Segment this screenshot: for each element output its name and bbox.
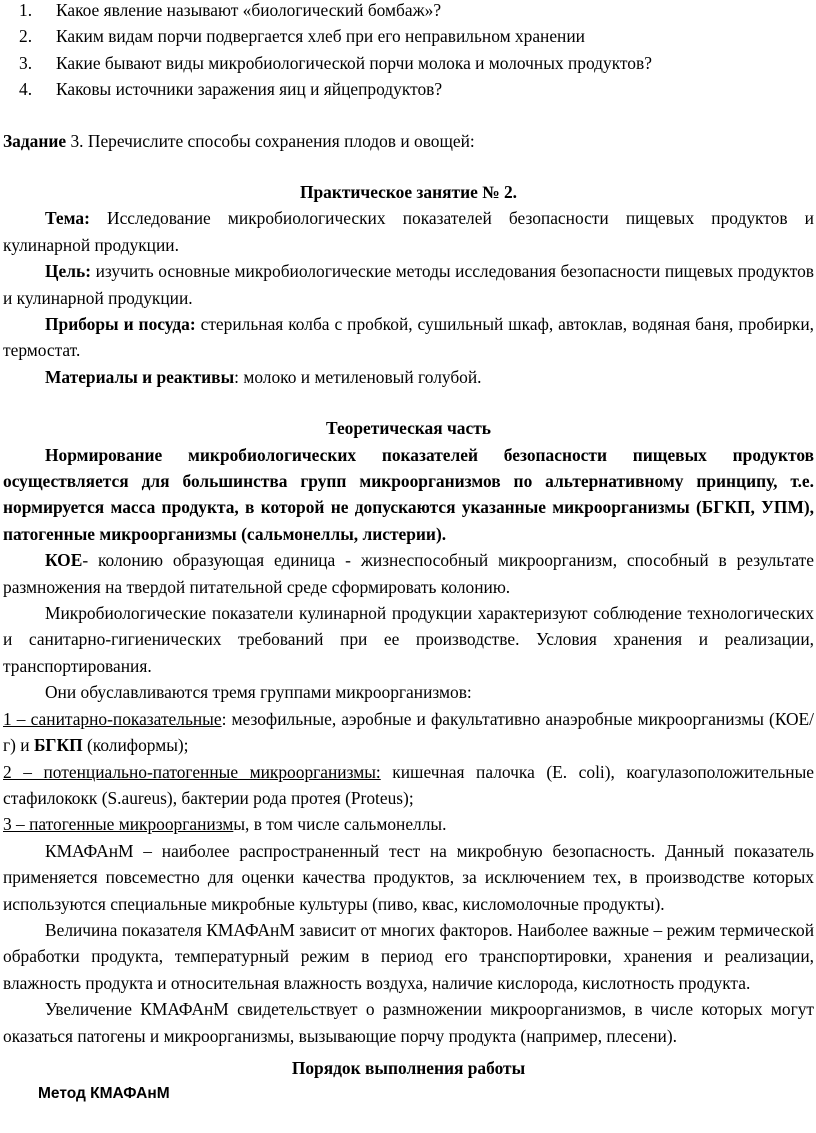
question-number: 3.: [19, 52, 33, 73]
group2-paragraph: [3, 759, 814, 812]
question-text: Каким видам порчи подвергается хлеб при его неправильном хранении: [56, 26, 585, 47]
devices-paragraph: [3, 311, 814, 364]
koe-paragraph: [3, 547, 814, 600]
practical-title: Практическое занятие № 2.: [299, 181, 518, 202]
group3-text: ы, в том числе сальмонеллы.: [233, 814, 447, 835]
group2-text: кишечная палочка (E. coli), коагулазоположительные стафилококк (S.aureus), бактерии рода протея (Proteus);: [3, 761, 814, 808]
spacer: [3, 390, 814, 415]
value-paragraph: Величина показателя КМАФАнМ зависит от многих факторов. Наиболее важные – режим термической обработки продукта, температурный режим в период его транспортировки, хранения и реализации, влажность продукта и относительная влажность воздуха, наличие кислорода, кислотность продукта.: [3, 919, 814, 993]
group1-paragraph: [3, 706, 814, 759]
question-item: [3, 50, 814, 76]
kmafanm-paragraph: КМАФАнМ – наиболее распространенный тест на микробную безопасность. Данный показатель применяется повсеместно для оценки качества продуктов, за исключением тех, в производстве которых используются специальные микробные культуры (пиво, квас, кисломолочные продукты).: [3, 840, 814, 914]
question-number: 4.: [19, 79, 33, 100]
task3-paragraph: [3, 128, 814, 154]
question-list: [3, 0, 814, 103]
group1-text-end: (колиформы);: [82, 735, 189, 756]
topic-paragraph: [3, 205, 814, 258]
materials-label: Материалы и реактивы: [45, 366, 235, 387]
micro-indicators-paragraph: Микробиологические показатели кулинарной продукции характеризуют соблюдение технологических и санитарно-гигиенических требований при ее производстве. Условия хранения и реализации, транспортирования.: [3, 603, 814, 676]
topic-text: Исследование микробиологических показателей безопасности пищевых продуктов и кулинарной продукции.: [3, 208, 814, 255]
group1-bold: БГКП: [33, 735, 83, 756]
group3-paragraph: [3, 811, 814, 837]
topic-label: Тема:: [45, 208, 90, 229]
groups-paragraph: Они обуславливаются тремя группами микроорганизмов:: [45, 682, 472, 703]
question-number: 1.: [19, 0, 33, 20]
koe-label: КОЕ: [45, 550, 83, 571]
group1-label: 1 – санитарно-показательные: [3, 708, 222, 729]
devices-text: стерильная колба с пробкой, сушильный шкаф, автоклав, водяная баня, пробирки, термостат.: [3, 314, 815, 361]
koe-text: - колонию образующая единица - жизнеспособный микроорганизм, способный в результате размножения на твердой питательной среде сформировать колонию.: [3, 550, 814, 597]
task3-text: 3. Перечислите способы сохранения плодов и овощей:: [66, 130, 475, 151]
question-text: Каковы источники заражения яиц и яйцепродуктов?: [56, 79, 443, 100]
procedure-title: Порядок выполнения работы: [291, 1057, 526, 1078]
spacer: [3, 154, 814, 179]
question-item: [3, 0, 814, 23]
spacer: [3, 103, 814, 128]
question-text: Какое явление называют «биологический бомбаж»?: [56, 0, 442, 20]
increase-paragraph: Увеличение КМАФАнМ свидетельствует о размножении микроорганизмов, в числе которых могут оказаться патогены и микроорганизмы, вызывающие порчу продукта (например, плесени).: [3, 999, 814, 1046]
norming-paragraph: Нормирование микробиологических показателей безопасности пищевых продуктов осуществляется для большинства групп микроорганизмов по альтернативному принципу, т.е. нормируется масса продукта, в которой не допускаются указанные микроорганизмы (БГКП, УПМ), патогенные микроорганизмы (сальмонеллы, листерии).: [3, 444, 814, 544]
question-text: Какие бывают виды микробиологической порчи молока и молочных продуктов?: [56, 52, 652, 73]
materials-paragraph: [3, 364, 814, 390]
group3-label: 3 – патогенные микроорганизм: [3, 814, 234, 835]
group2-label: 2 – потенциально-патогенные микроорганизмы:: [3, 761, 381, 782]
materials-text: : молоко и метиленовый голубой.: [234, 366, 482, 387]
question-number: 2.: [19, 26, 33, 47]
goal-paragraph: [3, 258, 814, 311]
goal-text: изучить основные микробиологические методы исследования безопасности пищевых продуктов и кулинарной продукции.: [3, 261, 814, 308]
question-item: [3, 76, 814, 102]
method-heading: Метод КМАФАнМ: [38, 1085, 170, 1103]
theory-title: Теоретическая часть: [326, 418, 491, 439]
question-item: [3, 23, 814, 49]
goal-label: Цель:: [45, 261, 91, 282]
devices-label: Приборы и посуда:: [45, 314, 196, 334]
group1-text: : мезофильные, аэробные и факультативно анаэробные микроорганизмы (КОЕ/г) и: [3, 708, 815, 756]
task3-label: Задание: [3, 130, 67, 151]
